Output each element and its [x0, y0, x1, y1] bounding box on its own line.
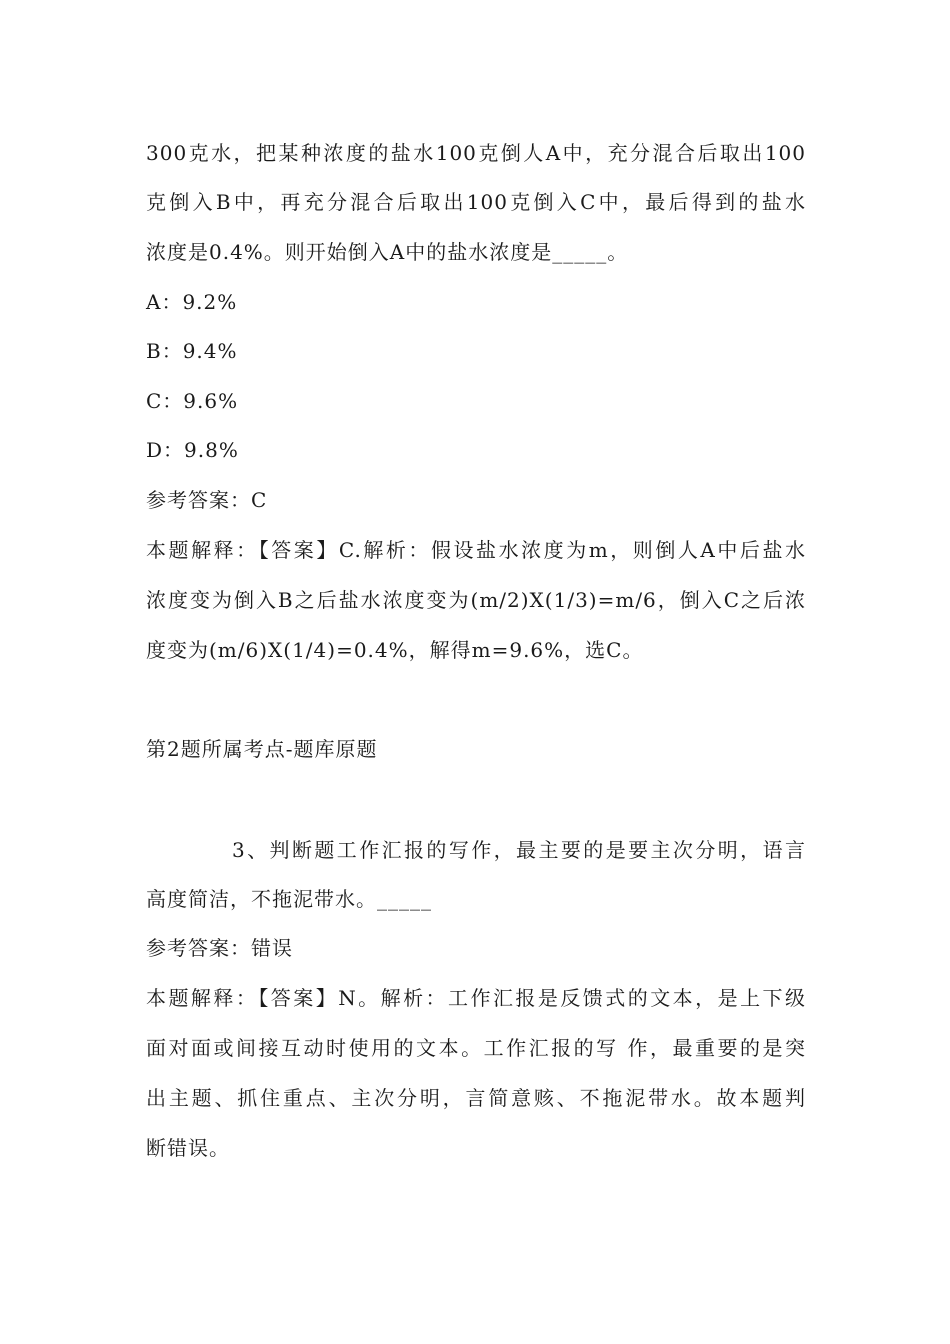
explanation-line: 浓度变为倒入B之后盐水浓度变为(m/2)X(1/3)=m/6，倒入C之后浓 — [146, 588, 806, 612]
question-stem-line: 3、判断题工作汇报的写作，最主要的是要主次分明，语言 — [232, 838, 806, 862]
question-stem-line: 高度简洁，不拖泥带水。_____ — [146, 887, 432, 911]
option-c: C：9.6% — [146, 389, 239, 413]
explanation-line: 本题解释：【答案】C.解析：假设盐水浓度为m，则倒人A中后盐水 — [146, 538, 806, 562]
knowledge-point: 第2题所属考点-题库原题 — [146, 737, 378, 761]
question-stem-line: 克倒入B中，再充分混合后取出100克倒入C中，最后得到的盐水 — [146, 190, 806, 214]
reference-answer: 参考答案：C — [146, 488, 268, 512]
explanation-line: 面对面或间接互动时使用的文本。工作汇报的写 作，最重要的是突 — [146, 1036, 806, 1060]
option-b: B：9.4% — [146, 339, 238, 363]
option-d: D：9.8% — [146, 438, 239, 462]
explanation-line: 本题解释：【答案】N。解析：工作汇报是反馈式的文本，是上下级 — [146, 986, 806, 1010]
reference-answer: 参考答案：错误 — [146, 936, 293, 960]
option-a: A：9.2% — [146, 290, 238, 314]
question-stem-line: 300克水，把某种浓度的盐水100克倒人A中，充分混合后取出100 — [146, 141, 806, 165]
explanation-line: 断错误。 — [146, 1136, 230, 1160]
explanation-line: 出主题、抓住重点、主次分明，言简意赅、不拖泥带水。故本题判 — [146, 1086, 806, 1110]
question-stem-line: 浓度是0.4%。则开始倒入A中的盐水浓度是_____。 — [146, 240, 629, 264]
explanation-line: 度变为(m/6)X(1/4)=0.4%，解得m=9.6%，选C。 — [146, 638, 644, 662]
